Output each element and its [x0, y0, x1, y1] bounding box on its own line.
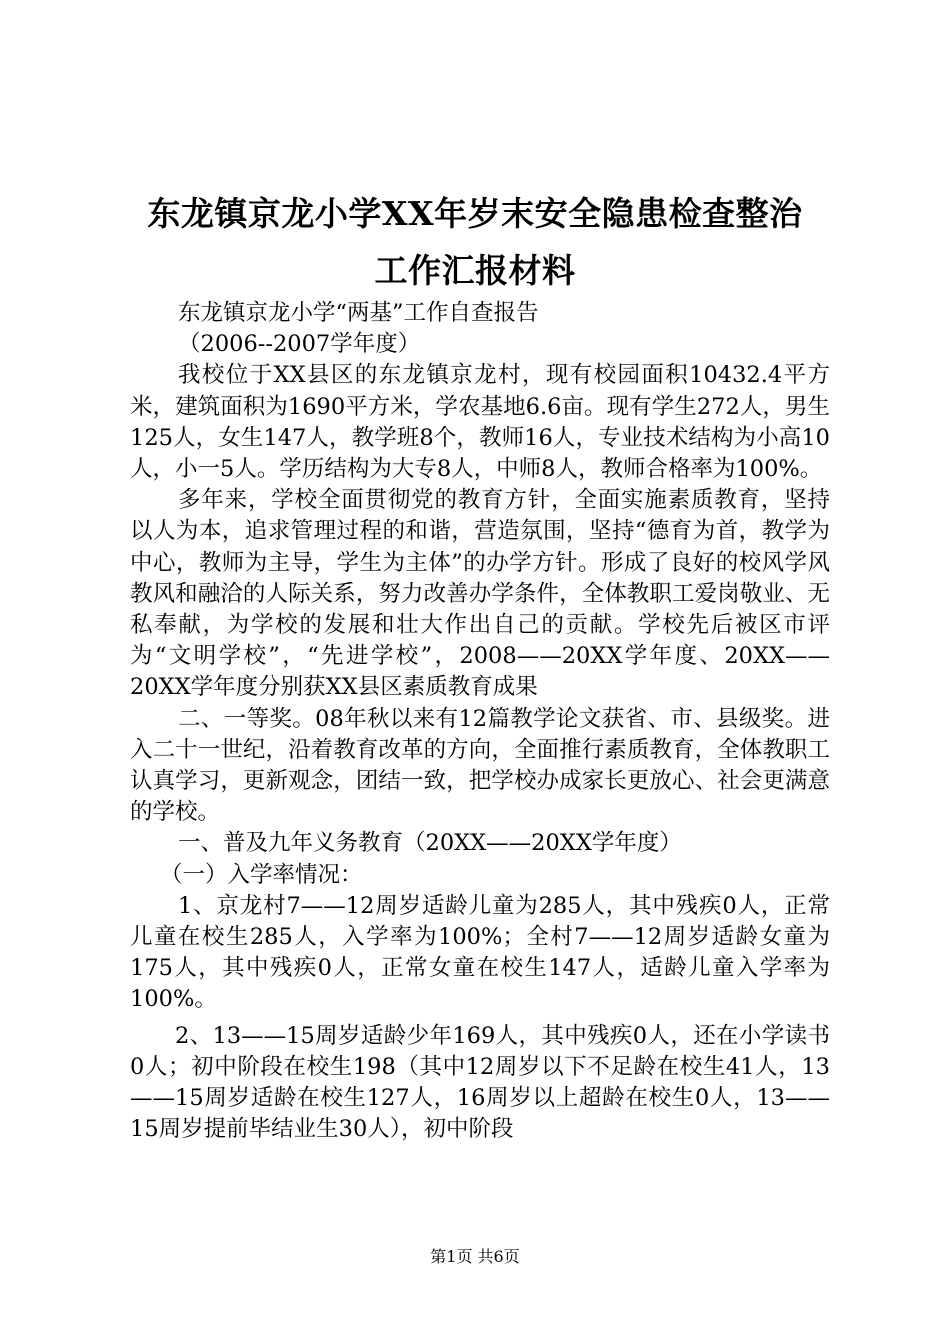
report-year: （2006--2007学年度）	[178, 331, 421, 358]
document-title-line-1: 东龙镇京龙小学XX年岁末安全隐患检查整治	[147, 194, 803, 233]
paragraph-awards: 二、一等奖。08年秋以来有12篇教学论文获省、市、县级奖。进入二十一世纪，沿着教育改革的方向，全面推行素质教育，全体教职工认真学习，更新观念，团结一致，把学校办成家长更放心、社会更满意的学校。	[130, 705, 830, 826]
paragraph-school-achievements: 多年来，学校全面贯彻党的教育方针，全面实施素质教育，坚持以人为本，追求管理过程的和谐，营造氛围，坚持“德育为首，教学为中心，教师为主导，学生为主体”的办学方针。形成了良好的校风学风教风和融洽的人际关系，努力改善办学条件，全体教职工爱岗敬业、无私奉献，为学校的发展和壮大作出自己的贡献。学校先后被区市评为“文明学校”，“先进学校”，2008——20XX学年度、20XX——20XX学年度分别获XX县区素质教育成果	[130, 487, 830, 701]
subsection-heading-enrollment: （一）入学率情况：	[160, 861, 363, 888]
report-subtitle: 东龙镇京龙小学“两基”工作自查报告	[178, 300, 539, 326]
paragraph-enrollment-teens: 2、13——15周岁适龄少年169人，其中残疾0人，还在小学读书0人；初中阶段在校生198（其中12周岁以下不足龄在校生41人，13——15周岁适龄在校生127人，16周岁以上超龄在校生0人，13——15周岁提前毕结业生30人），初中阶段	[130, 1022, 830, 1143]
document-title-line-2: 工作汇报材料	[374, 251, 576, 290]
page-footer: 第1页 共6页	[430, 1247, 520, 1266]
document-body	[130, 298, 830, 1145]
paragraph-school-overview: 我校位于XX县区的东龙镇京龙村，现有校园面积10432.4平方米，建筑面积为1690平方米，学农基地6.6亩。现有学生272人，男生125人，女生147人，教学班8个，教师16人，专业技术结构为小高10人，小一5人。学历结构为大专8人，中师8人，教师合格率为100%。	[130, 362, 830, 483]
paragraph-enrollment-children: 1、京龙村7——12周岁适龄儿童为285人，其中残疾0人，正常儿童在校生285人，入学率为100%；全村7——12周岁适龄女童为175人，其中残疾0人，正常女童在校生147人，适龄儿童入学率为100%。	[130, 892, 830, 1013]
section-heading-compulsory-education: 一、普及九年义务教育（20XX——20XX学年度）	[178, 830, 682, 857]
